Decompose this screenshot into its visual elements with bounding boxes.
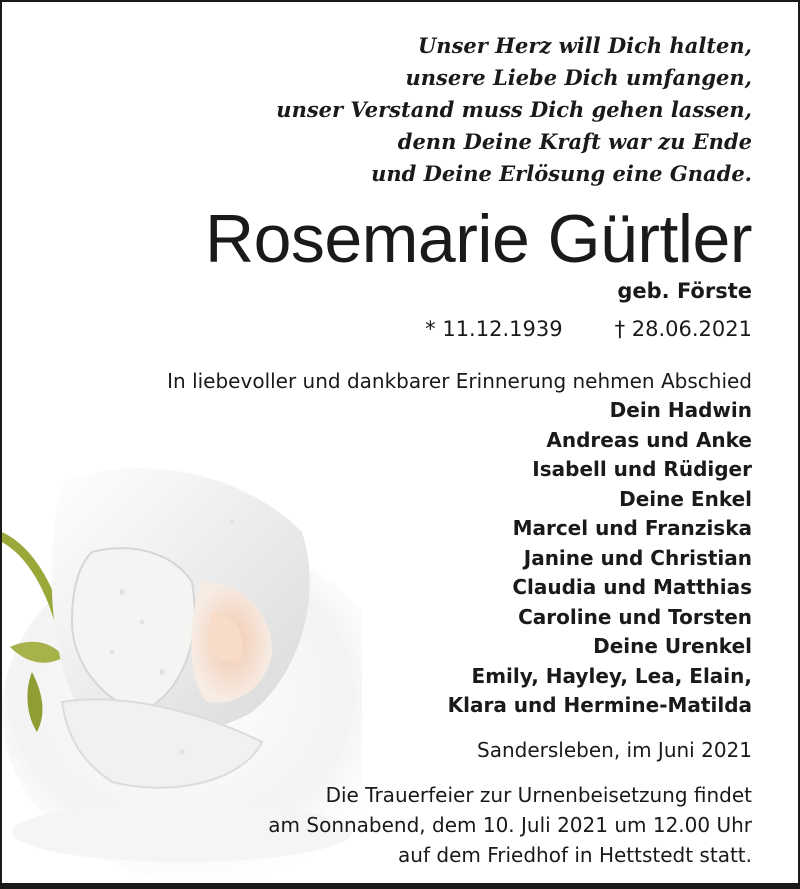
mourner-line: Isabell und Rüdiger xyxy=(532,457,752,481)
mourners-list xyxy=(448,396,752,721)
place-date: Sandersleben, im Juni 2021 xyxy=(477,738,752,762)
mourner-line: Janine und Christian xyxy=(523,545,752,570)
mourner-line: Deine Urenkel xyxy=(593,634,752,658)
deceased-name: Rosemarie Gürtler xyxy=(205,201,752,277)
farewell-intro: In liebevoller und dankbarer Erinnerung nehmen Abschied xyxy=(167,369,752,393)
mourner-line: Dein Hadwin xyxy=(609,398,752,422)
poem-line: unsere Liebe Dich umfangen, xyxy=(405,65,752,90)
poem-line: unser Verstand muss Dich gehen lassen, xyxy=(276,97,752,122)
mourner-line: Klara und Hermine-Matilda xyxy=(447,693,752,717)
birth-date: * 11.12.1939 xyxy=(425,317,563,341)
mourner-line: Deine Enkel xyxy=(619,486,752,511)
funeral-line: am Sonnabend, dem 10. Juli 2021 um 12.00 Uhr xyxy=(268,813,752,837)
mourner-line: Claudia und Matthias xyxy=(512,575,752,599)
poem-line: Unser Herz will Dich halten, xyxy=(417,33,752,58)
funeral-notice xyxy=(268,780,752,870)
funeral-line: auf dem Friedhof in Hettstedt statt. xyxy=(398,843,752,867)
mourner-line: Emily, Hayley, Lea, Elain, xyxy=(471,663,752,688)
poem-line: und Deine Erlösung eine Gnade. xyxy=(371,161,752,186)
birth-name: geb. Förste xyxy=(617,279,752,303)
life-dates xyxy=(425,314,752,344)
funeral-line: Die Trauerfeier zur Urnenbeisetzung findet xyxy=(325,783,752,807)
poem-line: denn Deine Kraft war zu Ende xyxy=(397,129,752,154)
memorial-poem xyxy=(276,30,752,190)
death-date: † 28.06.2021 xyxy=(614,317,752,341)
mourner-line: Andreas und Anke xyxy=(546,427,752,452)
mourner-line: Caroline und Torsten xyxy=(518,604,752,629)
mourner-line: Marcel und Franziska xyxy=(512,516,752,540)
